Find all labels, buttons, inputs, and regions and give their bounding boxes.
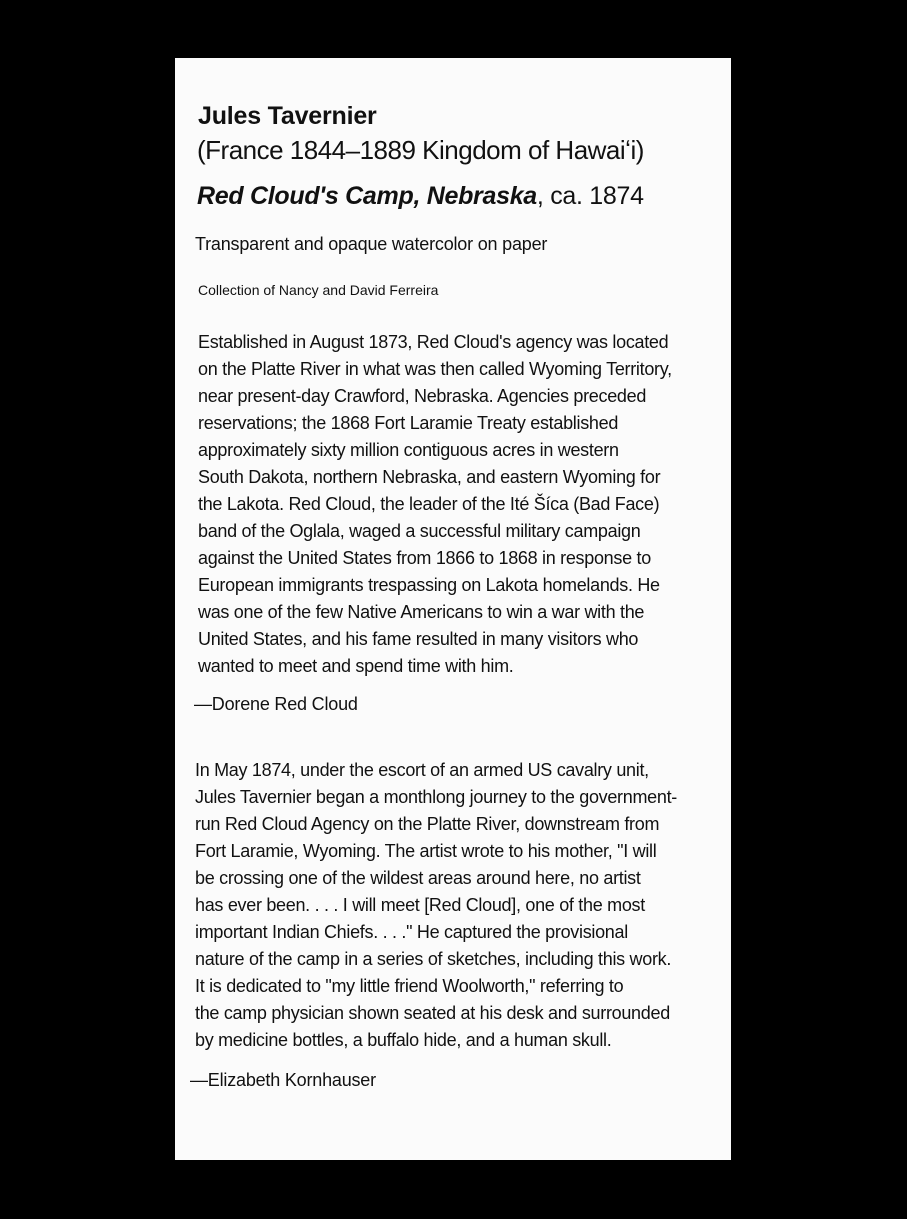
essay-line: near present-day Crawford, Nebraska. Agencies preceded	[198, 386, 647, 406]
essay-line: important Indian Chiefs. . . ." He captured the provisional	[195, 922, 628, 942]
essay-line: on the Platte River in what was then called Wyoming Territory,	[198, 359, 672, 379]
essay-line: approximately sixty million contiguous acres in western	[198, 440, 619, 460]
essay-line: the camp physician shown seated at his desk and surrounded	[195, 1003, 670, 1023]
artist-name: Jules Tavernier	[198, 102, 377, 130]
credit-line: Collection of Nancy and David Ferreira	[198, 282, 439, 298]
essay-line: European immigrants trespassing on Lakota homelands. He	[198, 575, 660, 595]
essay-author-1: —Dorene Red Cloud	[194, 694, 358, 714]
essay-line: Established in August 1873, Red Cloud's agency was located	[198, 332, 669, 352]
artwork-date: , ca. 1874	[536, 182, 644, 210]
essay-line: nature of the camp in a series of sketches, including this work.	[195, 949, 672, 969]
essay-line: South Dakota, northern Nebraska, and eastern Wyoming for	[198, 467, 661, 487]
essay-line: reservations; the 1868 Fort Laramie Treaty established	[198, 413, 619, 433]
essay-line: against the United States from 1866 to 1868 in response to	[198, 548, 651, 568]
essay-line: Jules Tavernier began a monthlong journey to the government-	[195, 787, 677, 807]
museum-wall-label	[175, 58, 731, 1160]
essay-line: wanted to meet and spend time with him.	[198, 656, 514, 676]
artwork-medium: Transparent and opaque watercolor on paper	[195, 234, 548, 254]
essay-line: United States, and his fame resulted in many visitors who	[198, 629, 639, 649]
artwork-title: Red Cloud's Camp, Nebraska	[197, 182, 537, 210]
essay-paragraph-2	[195, 757, 715, 1054]
essay-paragraph-1	[198, 329, 718, 680]
essay-line: band of the Oglala, waged a successful military campaign	[198, 521, 641, 541]
essay-line: was one of the few Native Americans to win a war with the	[198, 602, 645, 622]
essay-line: by medicine bottles, a buffalo hide, and a human skull.	[195, 1030, 612, 1050]
essay-line: Fort Laramie, Wyoming. The artist wrote to his mother, "I will	[195, 841, 657, 861]
artwork-title-line	[197, 180, 644, 212]
essay-author-2: —Elizabeth Kornhauser	[190, 1070, 376, 1090]
essay-line: It is dedicated to "my little friend Woolworth," referring to	[195, 976, 624, 996]
essay-line: run Red Cloud Agency on the Platte River, downstream from	[195, 814, 660, 834]
essay-line: be crossing one of the wildest areas around here, no artist	[195, 868, 641, 888]
essay-line: has ever been. . . . I will meet [Red Cloud], one of the most	[195, 895, 645, 915]
artist-nationality-dates: (France 1844–1889 Kingdom of Hawaiʻi)	[197, 135, 644, 165]
essay-line: In May 1874, under the escort of an armed US cavalry unit,	[195, 760, 649, 780]
essay-line: the Lakota. Red Cloud, the leader of the Ité Šíca (Bad Face)	[198, 494, 660, 514]
